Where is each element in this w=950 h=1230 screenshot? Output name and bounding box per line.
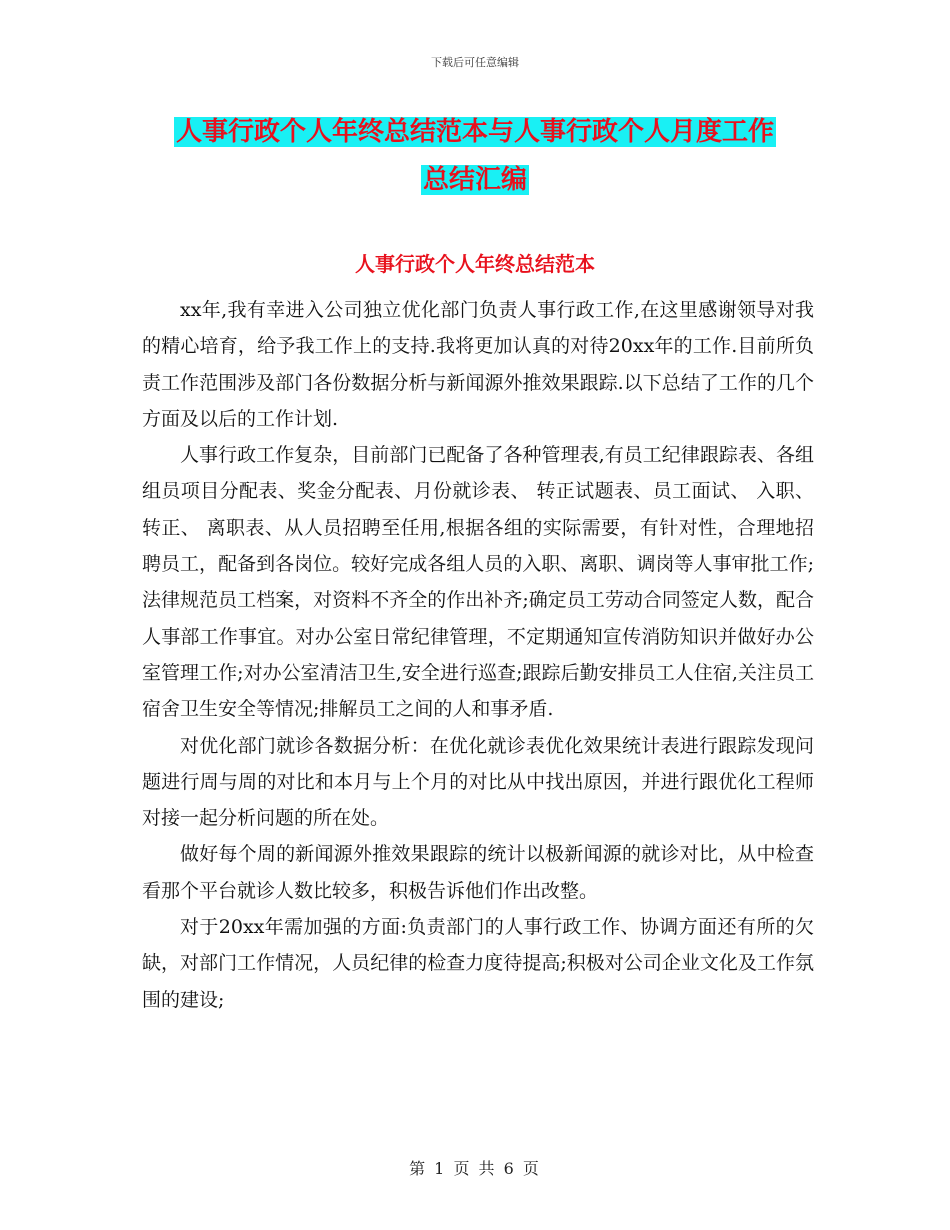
document-body: [142, 292, 814, 1018]
page-number-footer: 第 1 页 共 6 页: [409, 1159, 541, 1178]
document-title-line-1: 人事行政个人年终总结范本与人事行政个人月度工作: [175, 117, 774, 147]
body-paragraph-1: xx年,我有幸进入公司独立优化部门负责人事行政工作,在这里感谢领导对我的精心培育，给予我工作上的支持.我将更加认真的对待20xx年的工作.目前所负责工作范围涉及部门各份数据分析与新闻源外推效果跟踪.以下总结了工作的几个方面及以后的工作计划.: [142, 299, 814, 430]
body-paragraph-2: 人事行政工作复杂，目前部门已配备了各种管理表,有员工纪律跟踪表、各组组员项目分配表、奖金分配表、月份就诊表、 转正试题表、员工面试、 入职、 转正、 离职表、从人员招聘至任用,根据各组的实际需要，有针对性，合理地招聘员工，配备到各岗位。较好完成各组人员的入职、离职、调岗等人事审批工作;法律规范员工档案，对资料不齐全的作出补齐;确定员工劳动合同签定人数，配合人事部工作事宜。对办公室日常纪律管理，不定期通知宣传消防知识并做好办公室管理工作;对办公室清洁卫生,安全进行巡查;跟踪后勤安排员工人住宿,关注员工宿舍卫生安全等情况;排解员工之间的人和事矛盾.: [142, 444, 814, 721]
section-title: 人事行政个人年终总结范本: [355, 252, 595, 276]
body-paragraph-5: 对于20xx年需加强的方面:负责部门的人事行政工作、协调方面还有所的欠缺，对部门工作情况，人员纪律的检查力度待提高;积极对公司企业文化及工作氛围的建设;: [142, 916, 814, 1011]
body-paragraph-3: 对优化部门就诊各数据分析：在优化就诊表优化效果统计表进行跟踪发现问题进行周与周的对比和本月与上个月的对比从中找出原因，并进行跟优化工程师对接一起分析问题的所在处。: [142, 734, 814, 830]
document-title-line-2: 总结汇编: [422, 165, 527, 195]
body-paragraph-4: 做好每个周的新闻源外推效果跟踪的统计以极新闻源的就诊对比，从中检查看那个平台就诊人数比较多，积极告诉他们作出改整。: [142, 843, 814, 902]
page-header-note: 下载后可任意编辑: [431, 56, 519, 69]
document-title: [0, 108, 950, 204]
